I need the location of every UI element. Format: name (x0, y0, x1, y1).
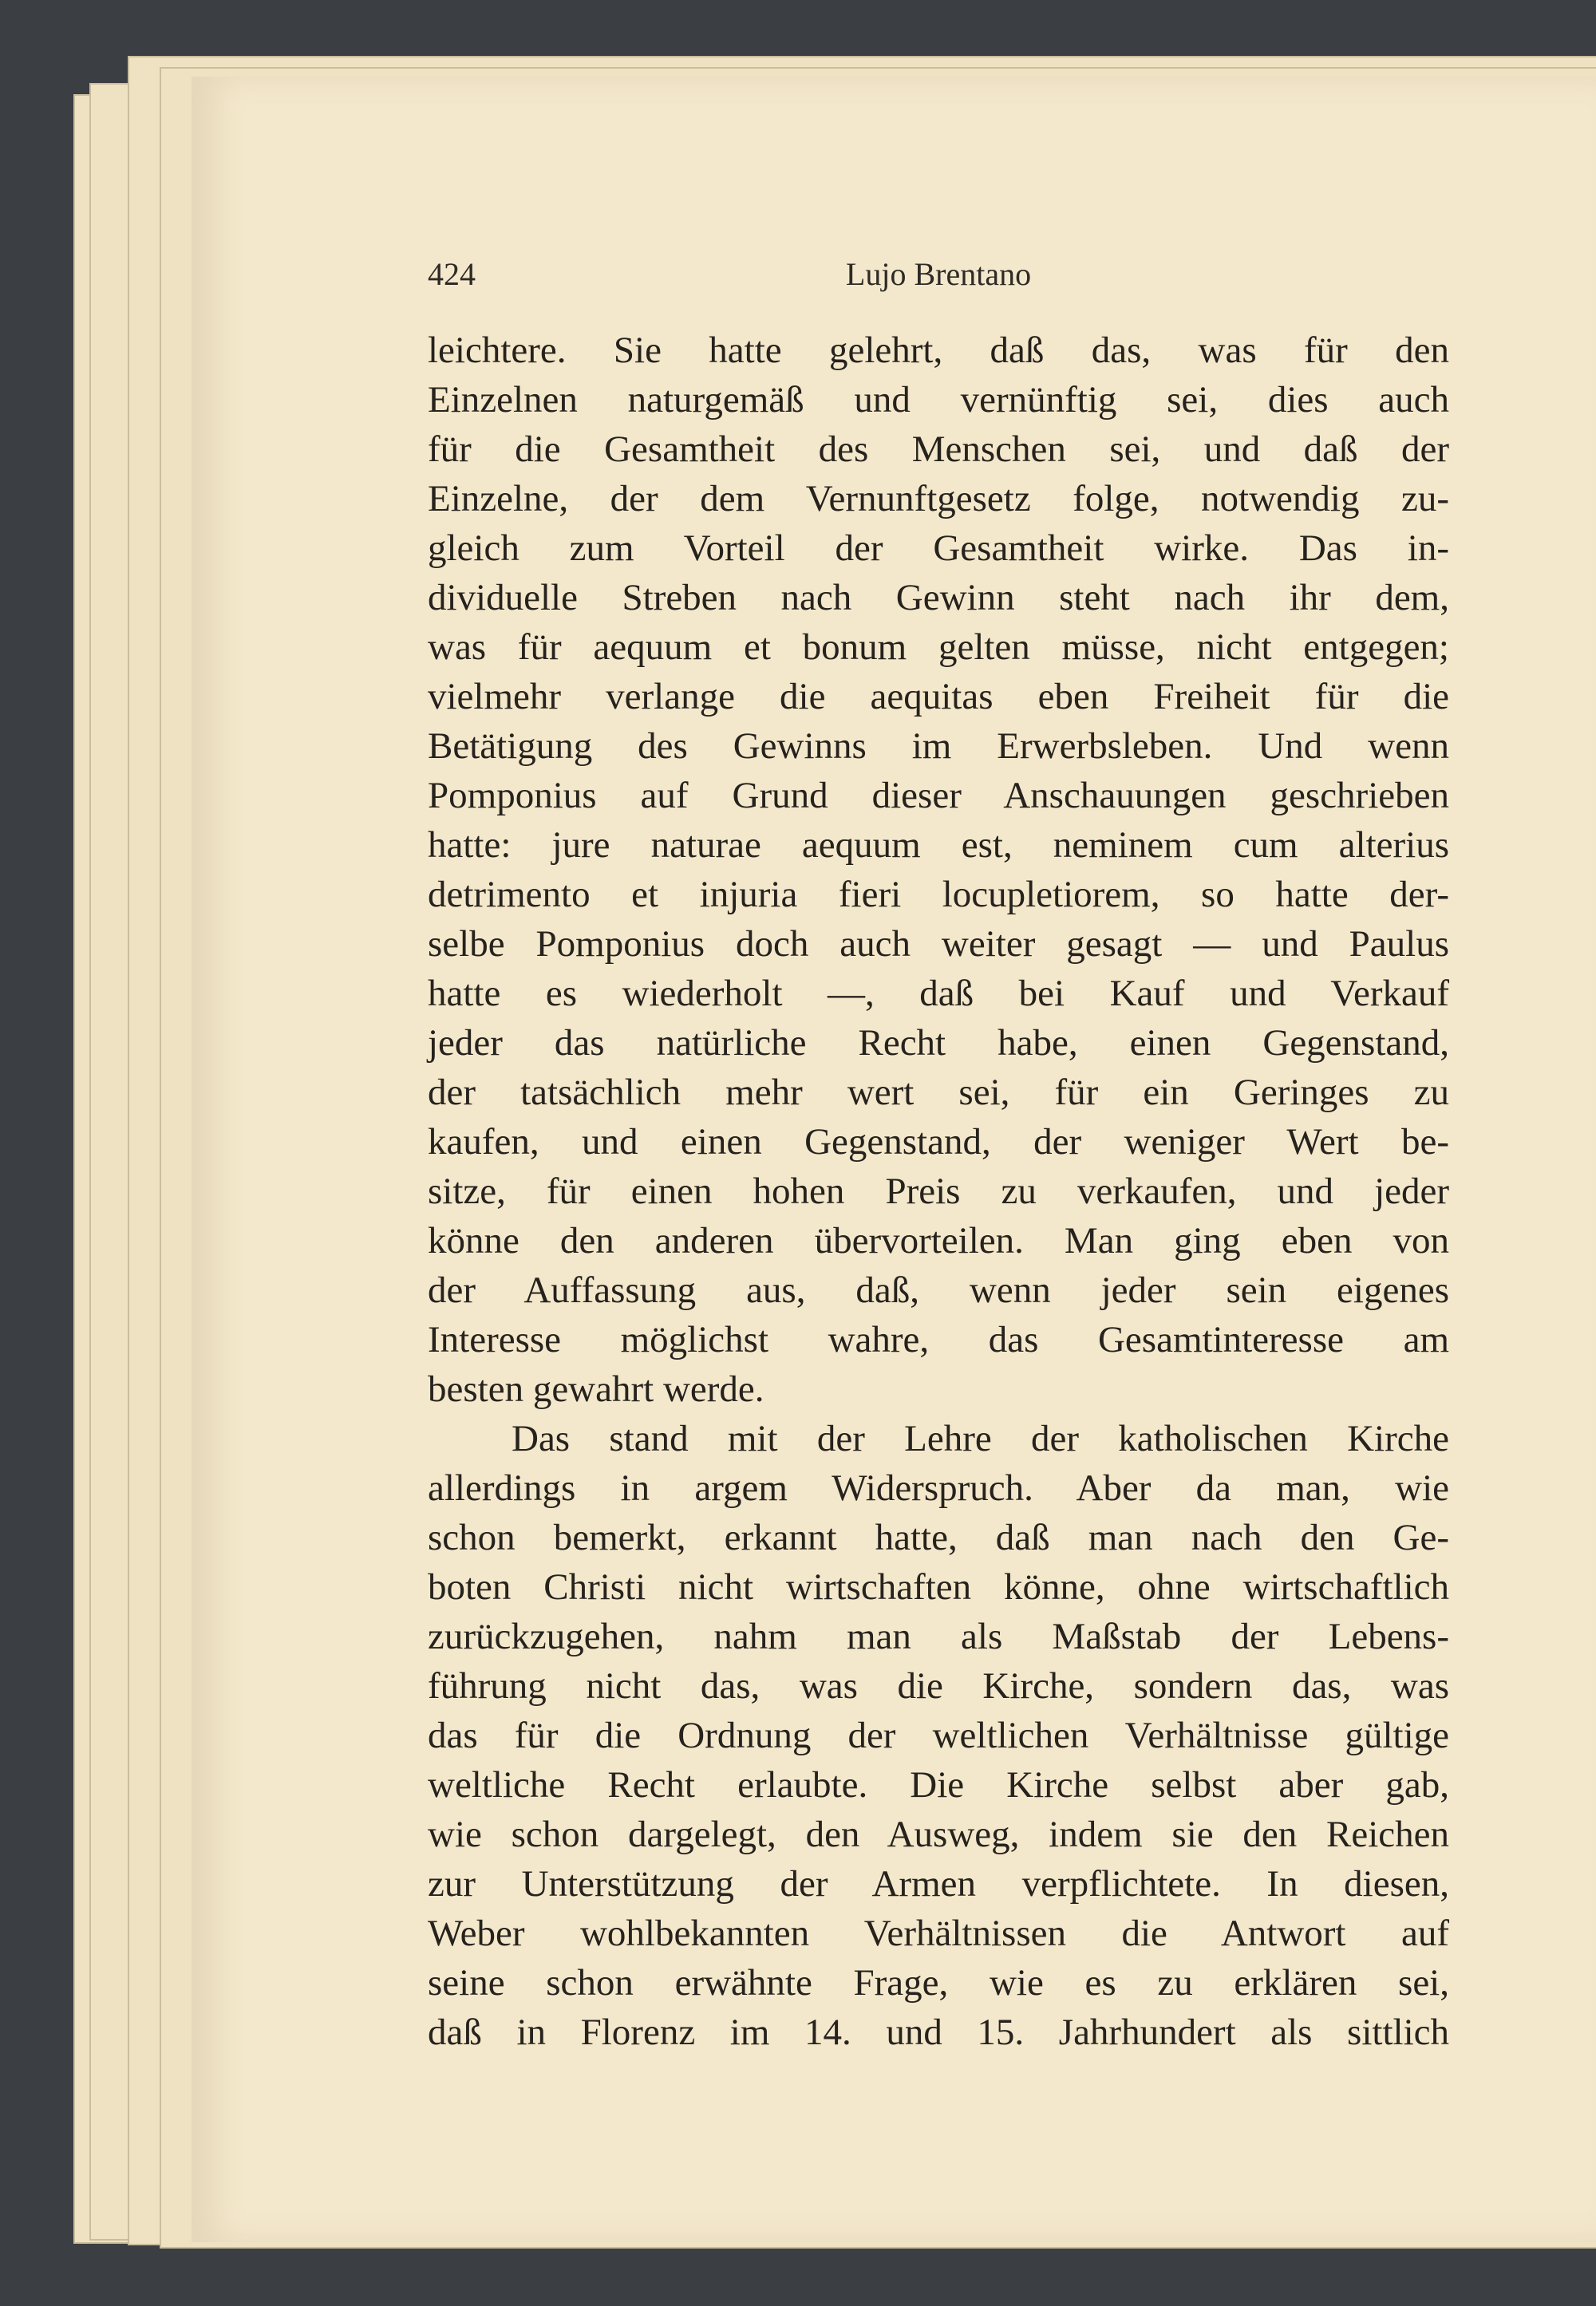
running-title: Lujo Brentano (845, 256, 1032, 292)
text-line: leichtere. Sie hatte gelehrt, daß das, was für den (428, 330, 1449, 371)
text-line: allerdings in argem Widerspruch. Aber da man, wie (428, 1467, 1449, 1509)
text-line: Pomponius auf Grund dieser Anschauungen geschrieben (428, 775, 1449, 816)
text-line: der Auffassung aus, daß, wenn jeder sein eigenes (428, 1269, 1449, 1311)
text-line: Weber wohlbekannten Verhältnissen die Antwort auf (428, 1913, 1449, 1954)
text-line: kaufen, und einen Gegenstand, der weniger Wert be- (428, 1121, 1449, 1163)
text-line: für die Gesamtheit des Menschen sei, und daß der (428, 428, 1449, 470)
text-line: was für aequum et bonum gelten müsse, nicht entgegen; (428, 626, 1449, 668)
text-line: Einzelnen naturgemäß und vernünftig sei, dies auch (428, 379, 1449, 421)
text-line: hatte es wiederholt —, daß bei Kauf und Verkauf (428, 973, 1449, 1014)
text-line: detrimento et injuria fieri locupletiorem, so hatte der- (428, 874, 1449, 915)
text-line: der tatsächlich mehr wert sei, für ein Geringes zu (428, 1072, 1449, 1113)
text-line: seine schon erwähnte Frage, wie es zu erklären sei, (428, 1962, 1449, 2004)
text-line: gleich zum Vorteil der Gesamtheit wirke. Das in- (428, 527, 1449, 569)
text-line: könne den anderen übervorteilen. Man ging eben von (428, 1220, 1449, 1262)
text-line: dividuelle Streben nach Gewinn steht nach ihr dem, (428, 577, 1449, 618)
body-text (428, 326, 1449, 2057)
text-line: Einzelne, der dem Vernunftgesetz folge, notwendig zu- (428, 478, 1449, 519)
text-line: jeder das natürliche Recht habe, einen Gegenstand, (428, 1022, 1449, 1064)
text-line: zurückzugehen, nahm man als Maßstab der Lebens- (428, 1616, 1449, 1657)
text-line: daß in Florenz im 14. und 15. Jahrhundert als sittlich (428, 2012, 1449, 2053)
text-line: das für die Ordnung der weltlichen Verhältnisse gültige (428, 1715, 1449, 1756)
text-line: boten Christi nicht wirtschaften könne, ohne wirtschaftlich (428, 1566, 1449, 1608)
text-line: wie schon dargelegt, den Ausweg, indem sie den Reichen (428, 1814, 1449, 1855)
text-line: sitze, für einen hohen Preis zu verkaufen, und jeder (428, 1171, 1449, 1212)
text-line: besten gewahrt werde. (428, 1368, 764, 1410)
page-number: 424 (428, 256, 476, 292)
text-line: zur Unterstützung der Armen verpflichtete. In diesen, (428, 1863, 1449, 1905)
text-line: schon bemerkt, erkannt hatte, daß man nach den Ge- (428, 1517, 1449, 1558)
text-line: weltliche Recht erlaubte. Die Kirche selbst aber gab, (428, 1764, 1449, 1806)
text-line: führung nicht das, was die Kirche, sondern das, was (428, 1665, 1449, 1707)
text-line: Interesse möglichst wahre, das Gesamtinteresse am (428, 1319, 1449, 1360)
text-line: Das stand mit der Lehre der katholischen Kirche (512, 1418, 1449, 1459)
text-line: vielmehr verlange die aequitas eben Freiheit für die (428, 676, 1449, 717)
text-line: hatte: jure naturae aequum est, neminem cum alterius (428, 824, 1449, 866)
text-line: selbe Pomponius doch auch weiter gesagt — und Paulus (428, 923, 1449, 965)
text-line: Betätigung des Gewinns im Erwerbsleben. Und wenn (428, 725, 1449, 767)
page-header (428, 255, 1449, 303)
